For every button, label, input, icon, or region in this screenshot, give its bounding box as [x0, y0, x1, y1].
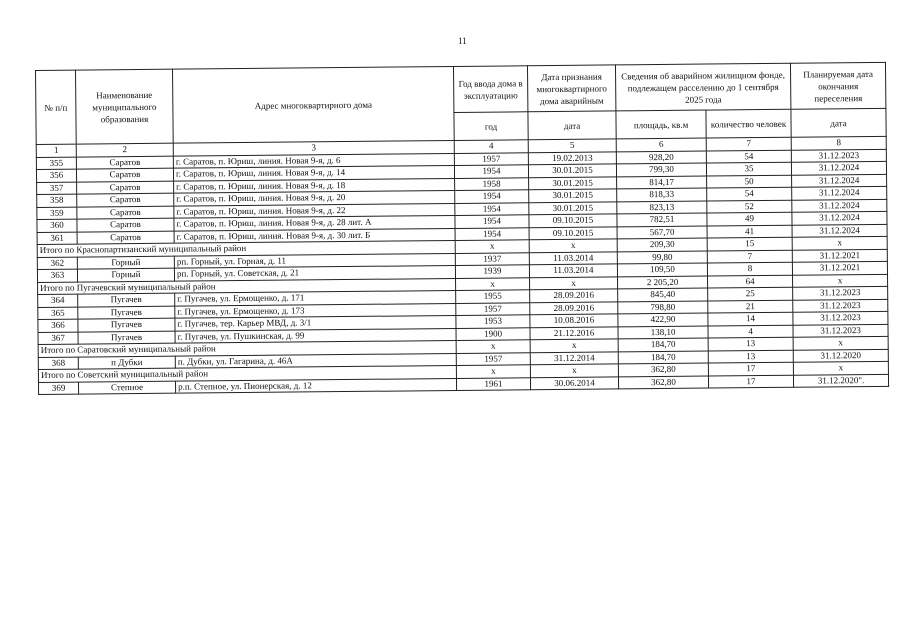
- cell-planned-date: 31.12.2024: [792, 186, 887, 199]
- cell-emergency-date: x: [529, 239, 617, 252]
- cell-people: 49: [707, 212, 792, 225]
- cell-people: 54: [706, 150, 791, 163]
- cell-people: 4: [708, 325, 793, 338]
- cell-planned-date: 31.12.2020: [793, 349, 888, 362]
- cell-num: 361: [37, 232, 77, 245]
- cell-area: 184,70: [618, 351, 708, 364]
- column-number: 3: [173, 140, 454, 155]
- cell-planned-date: 31.12.2024: [791, 161, 886, 174]
- cell-planned-date: 31.12.2021: [792, 261, 887, 274]
- cell-planned-date: x: [793, 336, 888, 349]
- cell-address: г. Пугачев, тер. Карьер МВД, д. 3/1: [175, 315, 456, 330]
- cell-planned-date: 31.12.2023: [791, 149, 886, 162]
- column-number: 7: [706, 137, 791, 150]
- cell-planned-date: 31.12.2020".: [793, 374, 888, 387]
- cell-area: 209,30: [617, 238, 707, 251]
- cell-emergency-date: 10.08.2016: [530, 314, 618, 327]
- emergency-housing-table: [35, 62, 889, 395]
- column-number: 6: [616, 138, 706, 151]
- cell-year: 1957: [456, 302, 530, 315]
- cell-area: 798,80: [618, 301, 708, 314]
- cell-area: 362,80: [618, 376, 708, 389]
- header-planned-date: Планируемая дата окончания переселения: [790, 62, 885, 109]
- cell-area: 362,80: [618, 363, 708, 376]
- cell-area: 2 205,20: [618, 276, 708, 289]
- header-year: Год ввода дома в эксплуатацию: [453, 66, 527, 113]
- cell-year: 1954: [455, 190, 529, 203]
- cell-people: 64: [708, 275, 793, 288]
- cell-people: 41: [707, 225, 792, 238]
- cell-year: 1954: [455, 202, 529, 215]
- cell-year: 1937: [455, 252, 529, 265]
- cell-address: г. Пугачев, ул. Пушкинская, д. 99: [175, 328, 456, 343]
- subheader-planned: дата: [791, 108, 886, 137]
- cell-municipality: Саратов: [77, 231, 174, 244]
- cell-address: г. Саратов, п. Юриш, линия. Новая 9-я, д. 18: [174, 178, 455, 193]
- cell-address: г. Пугачев, ул. Ермощенко, д. 173: [175, 303, 456, 318]
- cell-num: 364: [38, 294, 78, 307]
- cell-planned-date: 31.12.2023: [793, 324, 888, 337]
- cell-planned-date: 31.12.2021: [792, 249, 887, 262]
- cell-emergency-date: x: [530, 364, 618, 377]
- cell-address: г. Саратов, п. Юриш, линия. Новая 9-я, д. 6: [173, 153, 454, 168]
- cell-area: 422,90: [618, 313, 708, 326]
- cell-address: р.п. Степное, ул. Пионерская, д. 12: [175, 378, 456, 393]
- cell-planned-date: 31.12.2023: [793, 286, 888, 299]
- cell-year: 1958: [455, 177, 529, 190]
- header-municipality: Наименование муниципального образования: [76, 69, 174, 144]
- cell-people: 21: [708, 300, 793, 313]
- subheader-people: количество человек: [706, 109, 791, 138]
- cell-people: 54: [707, 187, 792, 200]
- cell-address: рп. Горный, ул. Горная, д. 11: [174, 253, 455, 268]
- cell-people: 7: [707, 250, 792, 263]
- column-number: 4: [454, 140, 528, 153]
- cell-year: 1954: [454, 165, 528, 178]
- cell-year: x: [456, 277, 530, 290]
- cell-municipality: Саратов: [76, 156, 173, 169]
- cell-planned-date: 31.12.2023: [793, 299, 888, 312]
- cell-area: 138,10: [618, 326, 708, 339]
- cell-year: x: [455, 240, 529, 253]
- cell-year: x: [456, 365, 530, 378]
- column-number: 5: [528, 139, 616, 152]
- cell-emergency-date: x: [530, 276, 618, 289]
- cell-emergency-date: 09.10.2015: [529, 214, 617, 227]
- column-number: 8: [791, 136, 886, 149]
- cell-people: 14: [708, 312, 793, 325]
- cell-people: 8: [707, 262, 792, 275]
- cell-num: 357: [37, 182, 77, 195]
- cell-planned-date: 31.12.2023: [793, 311, 888, 324]
- table-body: [36, 149, 888, 395]
- cell-area: 109,50: [617, 263, 707, 276]
- cell-num: 365: [38, 307, 78, 320]
- cell-emergency-date: 30.06.2014: [530, 376, 618, 389]
- cell-emergency-date: 11.03.2014: [529, 264, 617, 277]
- cell-planned-date: x: [792, 236, 887, 249]
- cell-num: 366: [38, 319, 78, 332]
- cell-year: 1954: [455, 227, 529, 240]
- cell-people: 25: [708, 287, 793, 300]
- cell-area: 823,13: [617, 201, 707, 214]
- total-label: Итого по Советский муниципальный район: [38, 365, 456, 382]
- cell-emergency-date: 19.02.2013: [528, 151, 616, 164]
- cell-municipality: Пугачев: [78, 306, 175, 319]
- cell-area: 928,20: [616, 151, 706, 164]
- cell-municipality: Саратов: [77, 193, 174, 206]
- cell-people: 50: [707, 175, 792, 188]
- header-address: Адрес многоквартирного дома: [172, 66, 454, 143]
- cell-municipality: Пугачев: [78, 293, 175, 306]
- cell-year: 1900: [456, 327, 530, 340]
- cell-people: 52: [707, 200, 792, 213]
- cell-municipality: п Дубки: [78, 356, 175, 369]
- cell-address: рп. Горный, ул. Советская, д. 21: [174, 265, 455, 280]
- cell-municipality: Саратов: [77, 218, 174, 231]
- cell-area: 782,51: [617, 213, 707, 226]
- cell-emergency-date: x: [530, 339, 618, 352]
- cell-address: г. Саратов, п. Юриш, линия. Новая 9-я, д. 28 лит. А: [174, 215, 455, 230]
- header-fund-info: Сведения об аварийном жилищном фонде, подлежащем расселению до 1 сентября 2025 года: [615, 63, 790, 111]
- cell-num: 362: [37, 257, 77, 270]
- cell-num: 363: [37, 269, 77, 282]
- cell-municipality: Саратов: [76, 168, 173, 181]
- cell-people: 35: [706, 162, 791, 175]
- cell-area: 845,40: [618, 288, 708, 301]
- cell-area: 184,70: [618, 338, 708, 351]
- cell-people: 17: [708, 362, 793, 375]
- cell-address: п. Дубки, ул. Гагарина, д. 46А: [175, 353, 456, 368]
- cell-emergency-date: 30.01.2015: [529, 176, 617, 189]
- cell-num: 358: [37, 194, 77, 207]
- header-emergency-date: Дата признания многоквартирного дома аварийным: [527, 65, 615, 112]
- cell-emergency-date: 09.10.2015: [529, 226, 617, 239]
- cell-municipality: Саратов: [77, 206, 174, 219]
- cell-emergency-date: 30.01.2015: [529, 189, 617, 202]
- cell-municipality: Саратов: [77, 181, 174, 194]
- total-label: Итого по Краснопартизанский муниципальный район: [37, 240, 455, 257]
- cell-address: г. Саратов, п. Юриш, линия. Новая 9-я, д. 14: [173, 165, 454, 180]
- cell-municipality: Горный: [77, 256, 174, 269]
- cell-emergency-date: 30.01.2015: [529, 201, 617, 214]
- cell-address: г. Пугачев, ул. Ермощенко, д. 171: [175, 290, 456, 305]
- cell-num: 360: [37, 219, 77, 232]
- cell-num: 369: [38, 382, 78, 395]
- subheader-date: дата: [528, 111, 616, 140]
- cell-emergency-date: 31.12.2014: [530, 351, 618, 364]
- document-table-wrapper: [35, 62, 889, 395]
- cell-year: 1955: [456, 290, 530, 303]
- cell-emergency-date: 21.12.2016: [530, 326, 618, 339]
- total-label: Итого по Саратовский муниципальный район: [38, 340, 456, 357]
- cell-planned-date: 31.12.2024: [792, 199, 887, 212]
- cell-emergency-date: 28.09.2016: [530, 289, 618, 302]
- cell-num: 356: [36, 169, 76, 182]
- total-label: Итого по Пугачевский муниципальный район: [38, 278, 456, 295]
- cell-people: 13: [708, 350, 793, 363]
- column-number: 2: [76, 143, 173, 156]
- cell-emergency-date: 28.09.2016: [530, 301, 618, 314]
- cell-year: 1961: [456, 377, 530, 390]
- cell-area: 799,30: [616, 163, 706, 176]
- page-number: 11: [458, 36, 467, 46]
- cell-municipality: Горный: [77, 268, 174, 281]
- cell-year: x: [456, 340, 530, 353]
- cell-num: 368: [38, 357, 78, 370]
- cell-area: 814,17: [617, 176, 707, 189]
- cell-people: 15: [707, 237, 792, 250]
- cell-year: 1953: [456, 315, 530, 328]
- cell-planned-date: x: [793, 361, 888, 374]
- column-number: 1: [36, 144, 76, 157]
- cell-people: 17: [708, 375, 793, 388]
- cell-emergency-date: 30.01.2015: [528, 164, 616, 177]
- cell-num: 367: [38, 332, 78, 345]
- cell-year: 1957: [454, 152, 528, 165]
- cell-municipality: Степное: [78, 381, 175, 394]
- cell-municipality: Пугачев: [78, 331, 175, 344]
- cell-year: 1957: [456, 352, 530, 365]
- cell-area: 818,33: [617, 188, 707, 201]
- cell-planned-date: 31.12.2024: [792, 211, 887, 224]
- cell-planned-date: 31.12.2024: [792, 174, 887, 187]
- cell-planned-date: x: [793, 274, 888, 287]
- cell-address: г. Саратов, п. Юриш, линия. Новая 9-я, д. 30 лит. Б: [174, 228, 455, 243]
- cell-people: 13: [708, 337, 793, 350]
- cell-area: 99,80: [617, 251, 707, 264]
- cell-year: 1939: [455, 265, 529, 278]
- subheader-area: площадь, кв.м: [616, 110, 706, 139]
- cell-address: г. Саратов, п. Юриш, линия. Новая 9-я, д. 20: [174, 190, 455, 205]
- cell-year: 1954: [455, 215, 529, 228]
- cell-num: 355: [36, 157, 76, 170]
- cell-address: г. Саратов, п. Юриш, линия. Новая 9-я, д. 22: [174, 203, 455, 218]
- cell-area: 567,70: [617, 226, 707, 239]
- header-num: № п/п: [36, 70, 77, 144]
- subheader-year: год: [454, 112, 528, 141]
- cell-municipality: Пугачев: [78, 318, 175, 331]
- cell-planned-date: 31.12.2024: [792, 224, 887, 237]
- cell-num: 359: [37, 207, 77, 220]
- cell-emergency-date: 11.03.2014: [529, 251, 617, 264]
